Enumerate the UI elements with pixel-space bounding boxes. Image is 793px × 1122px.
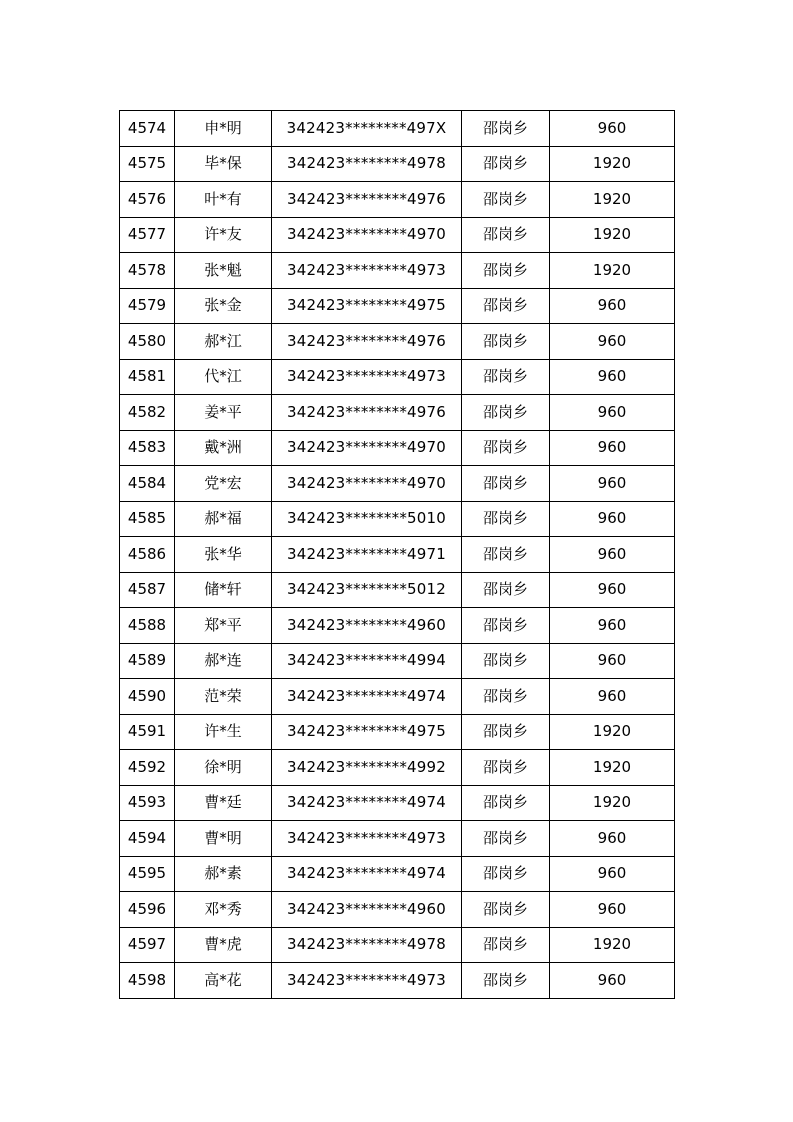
table-row xyxy=(120,927,675,963)
township-cell: 邵岗乡 xyxy=(462,785,550,821)
township-cell: 邵岗乡 xyxy=(462,217,550,253)
amount-cell: 960 xyxy=(550,501,675,537)
township-cell: 邵岗乡 xyxy=(462,679,550,715)
row-number-cell: 4580 xyxy=(120,324,175,360)
row-number-cell: 4579 xyxy=(120,288,175,324)
amount-cell: 1920 xyxy=(550,217,675,253)
township-cell: 邵岗乡 xyxy=(462,466,550,502)
row-number-cell: 4593 xyxy=(120,785,175,821)
row-number-cell: 4586 xyxy=(120,537,175,573)
row-number-cell: 4589 xyxy=(120,643,175,679)
amount-cell: 960 xyxy=(550,856,675,892)
id-number-cell: 342423********4974 xyxy=(272,679,462,715)
id-number-cell: 342423********4960 xyxy=(272,608,462,644)
row-number-cell: 4584 xyxy=(120,466,175,502)
name-cell: 邓*秀 xyxy=(175,892,272,928)
table-row xyxy=(120,714,675,750)
township-cell: 邵岗乡 xyxy=(462,395,550,431)
id-number-cell: 342423********4971 xyxy=(272,537,462,573)
row-number-cell: 4577 xyxy=(120,217,175,253)
id-number-cell: 342423********4973 xyxy=(272,821,462,857)
amount-cell: 960 xyxy=(550,892,675,928)
township-cell: 邵岗乡 xyxy=(462,572,550,608)
name-cell: 申*明 xyxy=(175,111,272,147)
row-number-cell: 4583 xyxy=(120,430,175,466)
township-cell: 邵岗乡 xyxy=(462,324,550,360)
table-row xyxy=(120,892,675,928)
table-row xyxy=(120,856,675,892)
table-row xyxy=(120,501,675,537)
table-row xyxy=(120,608,675,644)
table-row xyxy=(120,182,675,218)
table-row xyxy=(120,430,675,466)
township-cell: 邵岗乡 xyxy=(462,821,550,857)
amount-cell: 960 xyxy=(550,466,675,502)
township-cell: 邵岗乡 xyxy=(462,608,550,644)
township-cell: 邵岗乡 xyxy=(462,359,550,395)
township-cell: 邵岗乡 xyxy=(462,501,550,537)
row-number-cell: 4574 xyxy=(120,111,175,147)
township-cell: 邵岗乡 xyxy=(462,537,550,573)
amount-cell: 960 xyxy=(550,821,675,857)
name-cell: 郝*素 xyxy=(175,856,272,892)
amount-cell: 960 xyxy=(550,537,675,573)
name-cell: 许*友 xyxy=(175,217,272,253)
amount-cell: 1920 xyxy=(550,785,675,821)
row-number-cell: 4588 xyxy=(120,608,175,644)
table-row xyxy=(120,217,675,253)
name-cell: 郝*福 xyxy=(175,501,272,537)
row-number-cell: 4592 xyxy=(120,750,175,786)
row-number-cell: 4594 xyxy=(120,821,175,857)
table-row xyxy=(120,785,675,821)
name-cell: 曹*虎 xyxy=(175,927,272,963)
table-row xyxy=(120,395,675,431)
row-number-cell: 4585 xyxy=(120,501,175,537)
table-row xyxy=(120,288,675,324)
name-cell: 张*魁 xyxy=(175,253,272,289)
name-cell: 高*花 xyxy=(175,963,272,999)
name-cell: 代*江 xyxy=(175,359,272,395)
township-cell: 邵岗乡 xyxy=(462,927,550,963)
row-number-cell: 4597 xyxy=(120,927,175,963)
name-cell: 徐*明 xyxy=(175,750,272,786)
id-number-cell: 342423********4978 xyxy=(272,927,462,963)
township-cell: 邵岗乡 xyxy=(462,182,550,218)
id-number-cell: 342423********4960 xyxy=(272,892,462,928)
name-cell: 储*轩 xyxy=(175,572,272,608)
amount-cell: 1920 xyxy=(550,927,675,963)
id-number-cell: 342423********4970 xyxy=(272,430,462,466)
amount-cell: 1920 xyxy=(550,750,675,786)
row-number-cell: 4591 xyxy=(120,714,175,750)
id-number-cell: 342423********4994 xyxy=(272,643,462,679)
name-cell: 曹*明 xyxy=(175,821,272,857)
id-number-cell: 342423********497X xyxy=(272,111,462,147)
id-number-cell: 342423********4978 xyxy=(272,146,462,182)
table-row xyxy=(120,679,675,715)
amount-cell: 960 xyxy=(550,324,675,360)
name-cell: 党*宏 xyxy=(175,466,272,502)
id-number-cell: 342423********4974 xyxy=(272,785,462,821)
id-number-cell: 342423********4975 xyxy=(272,288,462,324)
township-cell: 邵岗乡 xyxy=(462,111,550,147)
id-number-cell: 342423********4974 xyxy=(272,856,462,892)
id-number-cell: 342423********4992 xyxy=(272,750,462,786)
row-number-cell: 4590 xyxy=(120,679,175,715)
row-number-cell: 4582 xyxy=(120,395,175,431)
row-number-cell: 4587 xyxy=(120,572,175,608)
name-cell: 戴*洲 xyxy=(175,430,272,466)
amount-cell: 960 xyxy=(550,643,675,679)
amount-cell: 960 xyxy=(550,359,675,395)
name-cell: 姜*平 xyxy=(175,395,272,431)
row-number-cell: 4598 xyxy=(120,963,175,999)
amount-cell: 960 xyxy=(550,111,675,147)
table-row xyxy=(120,466,675,502)
name-cell: 郑*平 xyxy=(175,608,272,644)
township-cell: 邵岗乡 xyxy=(462,146,550,182)
table-row xyxy=(120,111,675,147)
id-number-cell: 342423********4970 xyxy=(272,217,462,253)
row-number-cell: 4578 xyxy=(120,253,175,289)
amount-cell: 960 xyxy=(550,288,675,324)
township-cell: 邵岗乡 xyxy=(462,856,550,892)
township-cell: 邵岗乡 xyxy=(462,288,550,324)
township-cell: 邵岗乡 xyxy=(462,253,550,289)
amount-cell: 960 xyxy=(550,679,675,715)
id-number-cell: 342423********4973 xyxy=(272,253,462,289)
id-number-cell: 342423********4973 xyxy=(272,359,462,395)
table-row xyxy=(120,537,675,573)
township-cell: 邵岗乡 xyxy=(462,643,550,679)
township-cell: 邵岗乡 xyxy=(462,750,550,786)
id-number-cell: 342423********4976 xyxy=(272,324,462,360)
name-cell: 曹*廷 xyxy=(175,785,272,821)
table-row xyxy=(120,750,675,786)
name-cell: 张*金 xyxy=(175,288,272,324)
township-cell: 邵岗乡 xyxy=(462,430,550,466)
id-number-cell: 342423********4975 xyxy=(272,714,462,750)
table-row xyxy=(120,821,675,857)
row-number-cell: 4576 xyxy=(120,182,175,218)
id-number-cell: 342423********5012 xyxy=(272,572,462,608)
table-row xyxy=(120,253,675,289)
amount-cell: 960 xyxy=(550,608,675,644)
roster-table-body xyxy=(120,111,675,999)
roster-table xyxy=(119,110,675,999)
name-cell: 范*荣 xyxy=(175,679,272,715)
row-number-cell: 4596 xyxy=(120,892,175,928)
table-row xyxy=(120,324,675,360)
id-number-cell: 342423********4973 xyxy=(272,963,462,999)
name-cell: 郝*江 xyxy=(175,324,272,360)
name-cell: 毕*保 xyxy=(175,146,272,182)
table-row xyxy=(120,643,675,679)
amount-cell: 960 xyxy=(550,395,675,431)
name-cell: 张*华 xyxy=(175,537,272,573)
table-row xyxy=(120,963,675,999)
name-cell: 叶*有 xyxy=(175,182,272,218)
amount-cell: 960 xyxy=(550,572,675,608)
id-number-cell: 342423********4976 xyxy=(272,395,462,431)
table-row xyxy=(120,572,675,608)
table-row xyxy=(120,359,675,395)
row-number-cell: 4581 xyxy=(120,359,175,395)
id-number-cell: 342423********5010 xyxy=(272,501,462,537)
amount-cell: 1920 xyxy=(550,714,675,750)
row-number-cell: 4575 xyxy=(120,146,175,182)
amount-cell: 1920 xyxy=(550,253,675,289)
township-cell: 邵岗乡 xyxy=(462,963,550,999)
amount-cell: 960 xyxy=(550,430,675,466)
name-cell: 许*生 xyxy=(175,714,272,750)
township-cell: 邵岗乡 xyxy=(462,892,550,928)
table-row xyxy=(120,146,675,182)
township-cell: 邵岗乡 xyxy=(462,714,550,750)
amount-cell: 960 xyxy=(550,963,675,999)
name-cell: 郝*连 xyxy=(175,643,272,679)
id-number-cell: 342423********4970 xyxy=(272,466,462,502)
id-number-cell: 342423********4976 xyxy=(272,182,462,218)
amount-cell: 1920 xyxy=(550,146,675,182)
amount-cell: 1920 xyxy=(550,182,675,218)
row-number-cell: 4595 xyxy=(120,856,175,892)
